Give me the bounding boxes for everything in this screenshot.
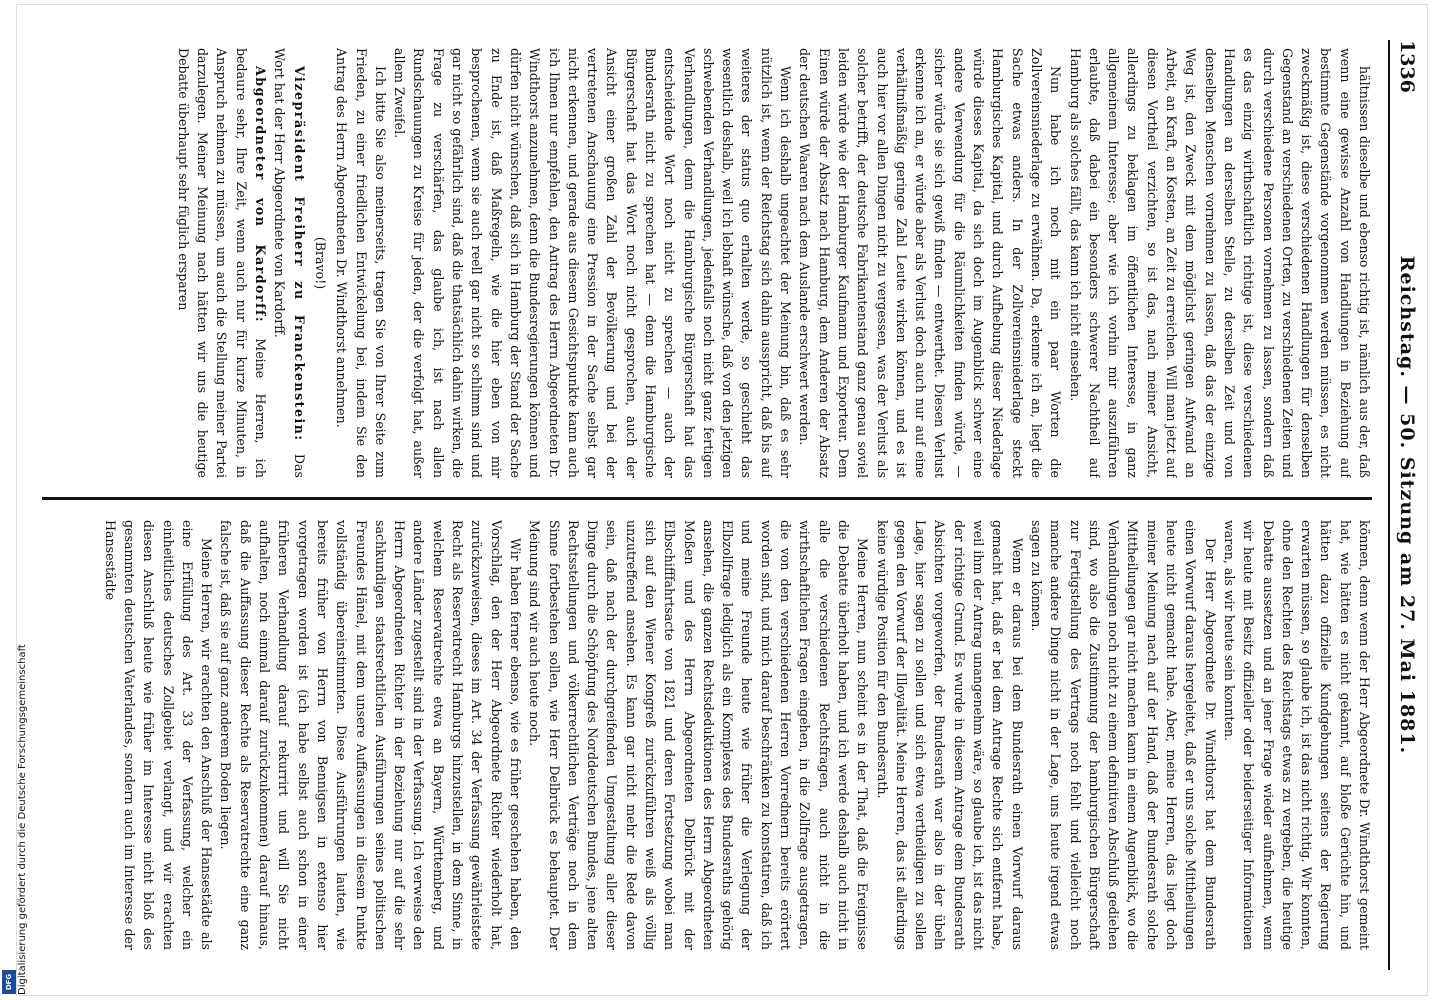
paragraph: Wenn ich deshalb ungeachtet der Meinung bin, daß es sehr nützlich ist, wenn der Reichstag sich dahin ausspricht, daß bis auf weiteres der status quo erhalten werde, so geschieht das wesentlich deshalb, weil ich lebhaft wünsche, daß von den jetzigen schwebenden Verhandlungen, jedenfalls noch nicht ganz fertigen Verhandlungen, denn die Hamburgische Bürgerschaft hat das entscheidende Wort noch nicht zu sprechen — auch der Bundesrath nicht zu sprechen hat — denn die Hamburgische Bürgerschaft hat das Wort noch nicht gesprochen, auch der Ansicht einer großen Zahl der Bevölkerung und bei der vertretenen Anschauung eine Pression in der Sache selbst gar nicht erkennen, und gerade aus diesem Gesichtspunkte kann auch ich Ihnen nur empfehlen, den Antrag des Herrn Abgeordneten Dr. Windthorst anzunehmen, denn die Bundesregierungen können und dürfen nicht wünschen, daß sich in Hamburg der Stand der Sache zu Ende ist, daß Maßregeln, wie die hier eben von mir besprochenen, wenn sie auch reell gar nicht so schlimm sind und gar nicht so gefährlich sind, daß die thatsächlich dahin wirken, die Frage zu verschärfen, das glaube ich, ist nach allen Rundschauungen zu Kreise für jeden, der die verfolgt hat, außer allem Zweifel. — [392, 48, 794, 478]
paragraph: Nun habe ich noch mit ein paar Worten die Zollvereinsniederlage zu erwähnen. Da, erkenne ich an, liegt die Sache etwas anders. In der Zollvereinsniederlage steckt Hamburgisches Kapital, und durch Aufhebung dieser Niederlage würde dieses Kapital, da sich doch im Augenblick schwer eine andere Verwendung für die Räumlichkeiten finden würde, — sicher würde sie sich gewiß finden — entwerthet. Diesen Verlust erkenne ich an, er würde aber als Verlust doch auch nur auf eine verhältnißmäßig geringe Zahl Leute wirken können, und es ist auch hier vor allen Dingen nicht zu vergessen, was der Verlust als solcher betrifft, der deutsche Fabrikantenstand ganz genau soviel leiden würde wie der Hamburger Kaufmann und Exporteur. Dem Einen würde der Absatz nach Hamburg, dem Anderen der Absatz der deutschen Waaren nach dem Auslande erschwert werden. — [797, 48, 1064, 478]
paragraph: können, denn wenn der Herr Abgeordnete Dr. Windthorst gemeint hat, wie hätten es nicht gekannt, auf bloße Gerüchte hin, und hätten dazu offizielle Kundgebungen seitens der Regierung erwarten müssen, so glaube ich, ist das nicht richtig. Wir konnten, ohne den Rechten des Reichstags etwas zu vergeben, die heutige Debatte aussetzen und an jener Frage wieder aufnehmen, wenn wir heute mit Besitz offizieller oder beiderseitiger Informationen waren, als wir heute sein konnten. — [1221, 520, 1372, 950]
page-header — [1388, 40, 1420, 970]
paragraph: Meine Herren, wir erachten den Anschluß der Hansestädte als eine Erfüllung des Art. 33 der Verfassung, welcher ein einheitliches deutsches Zollgebiet verlangt, und wir erachten diesen Anschluß heute wie früher im Interesse nicht bloß des gesammten deutschen Vaterlandes, sondern auch im Interesse der Hansestädte — [102, 520, 215, 950]
logo-text: DFG — [5, 973, 13, 991]
paragraph: Ich bitte Sie also meinerseits, tragen Sie von Ihrer Seite zum Frieden, zu einer friedlichen Entwickelung bei, indem Sie den Antrag des Herrn Abgeordneten Dr. Windthorst annehmen. — [334, 48, 388, 478]
page-number: 1336 — [1396, 40, 1418, 93]
page-title: Reichstag. — 50. Sitzung am 27. Mai 1881. — [1396, 255, 1418, 755]
speaker-name: Abgeordneter von Kardorff: — [253, 66, 269, 324]
paragraph: Wenn er daraus bei dem Bundesrath einen Vorwurf daraus gemacht hat, daß er bei dem Antrage Rechte sich entfernt habe, weil ihm der Antrag unangenehm wäre, so glaube ich, ist das nicht der richtige Grund. Es wurde in diesem Antrage dem Bundesrath Absichten vorgeworfen, der Bundesrath war also in der übeln Lage, hier sagen zu sollen und sich etwa vertheidigen zu sollen gegen den Vorwurf der Illoyalität. Meine Herren, das ist allerdings keine würdige Position für den Bundesrath. — [874, 520, 1025, 950]
paragraph: hältnissen dieselbe und ebenso richtig ist, nämlich aus der, daß wenn eine gewisse Anzahl von Handlungen in Beziehung auf bestimmte Gegenstände vorgenommen werden müssen, es nicht zweckmäßig ist, diese verschiedenen Handlungen für denselben Gegenstand an verschiedenen Orten, zu verschiedenen Zeiten und durch verschiedene Personen vornehmen zu lassen, sondern daß es das einzig wirthschaftlich richtige ist, diese verschiedenen Handlungen an derselben Stelle, zu derselben Zeit und von denselben Menschen vornehmen zu lassen, daß das der einzige Weg ist, den Zweck mit dem möglichst geringen Aufwand an Arbeit, an Kraft, an Kosten, an Zeit zu erreichen. Will man jetzt auf diesen Vortheil verzichten, so ist das, nach meiner Ansicht, allerdings zu beklagen im öffentlichen Interesse, in ganz allgemeinem Interesse; aber wie ich vorhin mir auszuführen erlaubte, daß dabei ein besonders schwerer Nachtheil auf Hamburg als solches fällt, das kann ich nicht einsehen. — [1067, 48, 1372, 478]
column-divider — [42, 497, 1372, 500]
speaker-paragraph — [174, 48, 270, 478]
dfg-logo-icon — [2, 970, 16, 994]
applause-note: (Bravo!) — [312, 236, 328, 290]
right-column — [34, 520, 1374, 950]
speech-text: Das Wort hat der Herr Abgeordnete von Kardorff. — [272, 48, 307, 478]
digitization-credit — [2, 30, 28, 995]
left-column — [34, 48, 1374, 478]
speaker-name: Vizepräsident Freiherr zu Franckenstein: — [291, 66, 307, 442]
paragraph: Wir haben ferner ebenso, wie es früher geschehen haben, den Vorschlag, den der Herr Abgeordnete Richter wiederholt hat, zurückzuweisen, dieses im Art. 34 der Verfassung gewährleistete Recht als Reservatrecht Hamburgs hinzustellen, in dem Sinne, in welchem Reservatrechte etwa an Bayern, Württemberg, und andere Länder zugestellt sind in der Verfassung. Ich verweise den Herrn Abgeordneten Richter in der Beziehung nur auf die sehr sachkundigen staatsrechtlichen Ausführungen seines politischen Freundes Hänel, mit dem unsere Auffassungen in diesem Punkte vollständig übereinstimmten. Diese Ausführungen lauten, wie bereits früher von Herrn von Bennigsen in extenso hier vorgetragen worden ist (ich habe selbst auch schon in einer früheren Verhandlung darauf rekurrirt und will Sie nicht aufhalten, noch einmal darauf zurückzukommen) darauf hinaus, daß die Auffassung dieser Rechte als Reservatrechte eine ganz falsche ist, daß sie auf ganz anderem Boden liegen. — [218, 520, 523, 950]
paragraph: Meine Herren, nun scheint es in der That, daß die Ereignisse die Debatte überholt haben, und ich werde deshalb auch nicht in alle die verschiedenen Rechtsfragen, auch nicht in die wirthschaftlichen Fragen eingehen, in die Zollfrage ausgetragen, die von den verschiedenen Herren Vorrednern bereits erörtert worden sind, und mich darauf beschränken zu konstatiren, daß ich und meine Freunde heute wie früher die Verlegung der Elbzollfrage lediglich als ein Komplexes des Bundesraths gehörig ansehen, die ganzen Rechtsdeduktionen des Herrn Abgeordneten Moßen und des Herrn Abgeordneten Delbrück mit der Elbschifffahrtsacte von 1821 und deren Fortsetzung wobei man sich auf den Wiener Kongreß zurückzuführen weiß als völlig unzutreffend ansehen. Es kann gar nicht mehr die Rede davon sein, daß nach der durchgreifenden Umgestaltung aller dieser Dinge durch die Schöpfung des Norddeutschen Bundes, jene alten Rechtsstellungen und völkerrechtlichen Verträge noch in dem Sinne fortbestehen sollen, wie Herr Delbrück es behauptet. Der Meinung sind wir auch heute noch. — [527, 520, 871, 950]
speech-text: Meine Herren, ich bedaure sehr, Ihre Zeit, wenn auch nur für kurze Minuten, in Anspruch nehmen zu müssen, um auch die Stellung meiner Partei darzulegen. Meiner Meinung nach hätten wir uns die heutige Debatte überhaupt sehr füglich ersparen — [175, 48, 269, 478]
credit-text: Digitalisierung gefördert durch die Deutsche Forschungsgemeinschaft — [17, 644, 28, 995]
paragraph: Der Herr Abgeordnete Dr. Windthorst hat dem Bundesrath einen Vorwurf daraus hergeleitet, daß er uns solche Mittheilungen heute nicht gemacht habe. Aber, meine Herren, das liegt doch meiner Meinung nach auf der Hand, daß der Bundesrath solche Mittheilungen gar nicht machen kann in einem Augenblick, wo die Verhandlungen noch nicht zu einem definitiven Abschluß gediehen sind, wo also die Zustimmung der hamburgischen Bürgerschaft zur Fertigstellung des Vertrags noch fehlt und vielleicht noch manche andere Dinge nicht in der Lage, uns heute irgend etwas sagen zu können. — [1028, 520, 1218, 950]
speaker-paragraph — [270, 48, 309, 478]
